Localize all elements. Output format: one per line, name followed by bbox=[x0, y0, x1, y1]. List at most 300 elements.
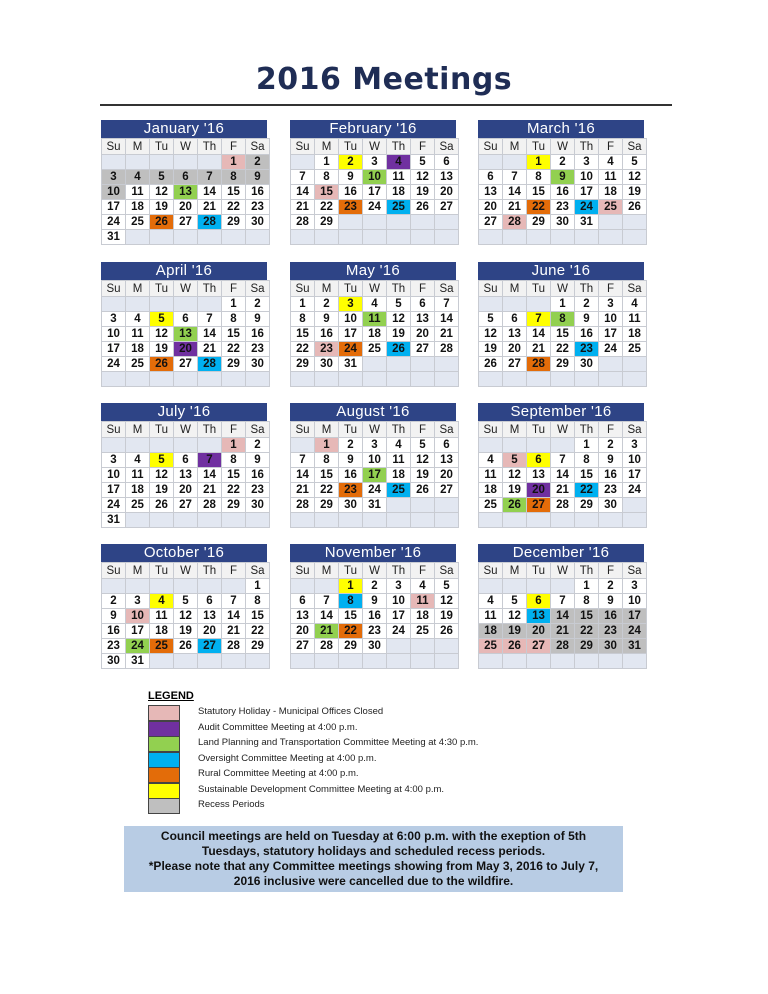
empty-cell bbox=[411, 215, 435, 230]
day-cell: 7 bbox=[435, 297, 459, 312]
day-cell: 18 bbox=[126, 200, 150, 215]
legend-item bbox=[148, 705, 384, 721]
empty-cell bbox=[363, 372, 387, 387]
day-cell: 2 bbox=[551, 155, 575, 170]
empty-cell bbox=[479, 297, 503, 312]
empty-cell bbox=[363, 513, 387, 528]
day-cell: 22 bbox=[339, 624, 363, 639]
legend-item bbox=[148, 798, 265, 814]
empty-cell bbox=[503, 654, 527, 669]
empty-cell bbox=[527, 579, 551, 594]
empty-cell bbox=[222, 513, 246, 528]
day-cell: 31 bbox=[339, 357, 363, 372]
weekday-label: Su bbox=[102, 281, 126, 297]
day-cell: 25 bbox=[479, 498, 503, 513]
empty-cell bbox=[102, 372, 126, 387]
day-cell: 22 bbox=[246, 624, 270, 639]
empty-cell bbox=[479, 513, 503, 528]
weekday-label: Sa bbox=[623, 139, 647, 155]
day-cell: 18 bbox=[599, 185, 623, 200]
day-cell: 9 bbox=[102, 609, 126, 624]
day-cell: 21 bbox=[527, 342, 551, 357]
empty-cell bbox=[198, 297, 222, 312]
empty-cell bbox=[363, 215, 387, 230]
day-cell: 19 bbox=[503, 483, 527, 498]
empty-cell bbox=[222, 654, 246, 669]
day-cell: 4 bbox=[479, 453, 503, 468]
day-cell: 18 bbox=[623, 327, 647, 342]
empty-cell bbox=[126, 297, 150, 312]
day-cell: 22 bbox=[222, 342, 246, 357]
empty-cell bbox=[222, 230, 246, 245]
legend-label: Recess Periods bbox=[198, 799, 265, 810]
day-cell: 2 bbox=[363, 579, 387, 594]
weekday-label: Su bbox=[291, 281, 315, 297]
empty-cell bbox=[291, 438, 315, 453]
empty-cell bbox=[503, 155, 527, 170]
empty-cell bbox=[150, 372, 174, 387]
day-cell: 19 bbox=[150, 483, 174, 498]
day-cell: 20 bbox=[479, 200, 503, 215]
month-header: March '16 bbox=[478, 120, 644, 138]
empty-cell bbox=[479, 372, 503, 387]
day-cell: 23 bbox=[246, 342, 270, 357]
day-cell: 30 bbox=[315, 357, 339, 372]
day-cell: 18 bbox=[126, 342, 150, 357]
day-cell: 1 bbox=[575, 438, 599, 453]
weekday-label: F bbox=[411, 563, 435, 579]
month-calendar bbox=[290, 262, 456, 387]
day-cell: 10 bbox=[387, 594, 411, 609]
day-cell: 7 bbox=[503, 170, 527, 185]
weekday-label: Su bbox=[479, 422, 503, 438]
empty-cell bbox=[479, 654, 503, 669]
weekday-label: M bbox=[503, 422, 527, 438]
day-cell: 28 bbox=[551, 639, 575, 654]
empty-cell bbox=[126, 372, 150, 387]
weekday-label: Sa bbox=[623, 563, 647, 579]
empty-cell bbox=[411, 357, 435, 372]
day-cell: 11 bbox=[126, 468, 150, 483]
day-cell: 29 bbox=[315, 498, 339, 513]
weekday-label: F bbox=[411, 281, 435, 297]
day-cell: 28 bbox=[291, 498, 315, 513]
day-cell: 10 bbox=[623, 453, 647, 468]
empty-cell bbox=[575, 513, 599, 528]
legend-swatch-icon bbox=[148, 705, 180, 721]
weekday-label: Sa bbox=[435, 563, 459, 579]
weekday-label: W bbox=[363, 139, 387, 155]
day-cell: 5 bbox=[503, 594, 527, 609]
month-calendar bbox=[478, 544, 644, 669]
empty-cell bbox=[551, 372, 575, 387]
weekday-label: F bbox=[222, 281, 246, 297]
day-cell: 23 bbox=[246, 200, 270, 215]
day-cell: 24 bbox=[599, 342, 623, 357]
month-header: January '16 bbox=[101, 120, 267, 138]
day-cell: 10 bbox=[363, 170, 387, 185]
empty-cell bbox=[291, 513, 315, 528]
weekday-label: Sa bbox=[435, 422, 459, 438]
day-cell: 17 bbox=[575, 185, 599, 200]
empty-cell bbox=[435, 639, 459, 654]
empty-cell bbox=[291, 155, 315, 170]
day-cell: 29 bbox=[315, 215, 339, 230]
day-cell: 29 bbox=[246, 639, 270, 654]
day-cell: 17 bbox=[363, 468, 387, 483]
day-cell: 4 bbox=[363, 297, 387, 312]
day-cell: 5 bbox=[411, 155, 435, 170]
empty-cell bbox=[174, 297, 198, 312]
day-cell: 26 bbox=[411, 200, 435, 215]
weekday-label: Th bbox=[575, 563, 599, 579]
weekday-label: M bbox=[503, 281, 527, 297]
weekday-label: W bbox=[363, 281, 387, 297]
weekday-label: W bbox=[551, 422, 575, 438]
day-cell: 30 bbox=[246, 498, 270, 513]
empty-cell bbox=[102, 438, 126, 453]
day-cell: 19 bbox=[411, 185, 435, 200]
month-header: December '16 bbox=[478, 544, 644, 562]
day-cell: 6 bbox=[435, 155, 459, 170]
day-cell: 2 bbox=[246, 297, 270, 312]
day-cell: 29 bbox=[575, 639, 599, 654]
empty-cell bbox=[150, 513, 174, 528]
empty-cell bbox=[102, 155, 126, 170]
day-cell: 29 bbox=[291, 357, 315, 372]
day-cell: 20 bbox=[174, 483, 198, 498]
month-calendar bbox=[101, 262, 267, 387]
empty-cell bbox=[222, 372, 246, 387]
legend-item bbox=[148, 752, 377, 768]
empty-cell bbox=[387, 654, 411, 669]
day-cell: 5 bbox=[150, 170, 174, 185]
day-cell: 27 bbox=[174, 357, 198, 372]
day-cell: 31 bbox=[575, 215, 599, 230]
empty-cell bbox=[150, 579, 174, 594]
day-cell: 17 bbox=[623, 468, 647, 483]
day-cell: 13 bbox=[174, 327, 198, 342]
day-cell: 20 bbox=[435, 185, 459, 200]
day-cell: 22 bbox=[315, 483, 339, 498]
day-cell: 11 bbox=[363, 312, 387, 327]
day-cell: 14 bbox=[503, 185, 527, 200]
empty-cell bbox=[126, 438, 150, 453]
empty-cell bbox=[527, 372, 551, 387]
empty-cell bbox=[623, 372, 647, 387]
weekday-label: W bbox=[551, 563, 575, 579]
day-cell: 5 bbox=[150, 453, 174, 468]
day-cell: 28 bbox=[315, 639, 339, 654]
day-cell: 11 bbox=[387, 453, 411, 468]
empty-cell bbox=[599, 513, 623, 528]
weekday-label: Th bbox=[198, 281, 222, 297]
day-cell: 2 bbox=[315, 297, 339, 312]
day-cell: 14 bbox=[315, 609, 339, 624]
day-cell: 14 bbox=[198, 185, 222, 200]
day-cell: 18 bbox=[126, 483, 150, 498]
empty-cell bbox=[198, 438, 222, 453]
day-cell: 2 bbox=[246, 438, 270, 453]
day-cell: 22 bbox=[222, 200, 246, 215]
day-cell: 12 bbox=[411, 453, 435, 468]
day-cell: 5 bbox=[623, 155, 647, 170]
day-cell: 16 bbox=[575, 327, 599, 342]
empty-cell bbox=[387, 372, 411, 387]
day-cell: 11 bbox=[387, 170, 411, 185]
day-cell: 4 bbox=[126, 170, 150, 185]
empty-cell bbox=[102, 579, 126, 594]
day-cell: 18 bbox=[363, 327, 387, 342]
month-calendar bbox=[101, 544, 267, 669]
day-cell: 28 bbox=[291, 215, 315, 230]
day-cell: 14 bbox=[291, 468, 315, 483]
day-cell: 23 bbox=[599, 624, 623, 639]
empty-cell bbox=[198, 155, 222, 170]
day-cell: 3 bbox=[363, 438, 387, 453]
day-cell: 8 bbox=[315, 453, 339, 468]
empty-cell bbox=[339, 215, 363, 230]
day-cell: 1 bbox=[222, 297, 246, 312]
day-cell: 10 bbox=[126, 609, 150, 624]
day-cell: 9 bbox=[246, 453, 270, 468]
empty-cell bbox=[575, 654, 599, 669]
empty-cell bbox=[315, 579, 339, 594]
weekday-label: Su bbox=[479, 139, 503, 155]
day-cell: 28 bbox=[527, 357, 551, 372]
empty-cell bbox=[150, 654, 174, 669]
day-cell: 6 bbox=[435, 438, 459, 453]
weekday-label: W bbox=[363, 422, 387, 438]
day-cell: 16 bbox=[363, 609, 387, 624]
day-cell: 24 bbox=[363, 200, 387, 215]
day-cell: 26 bbox=[387, 342, 411, 357]
weekday-label: Th bbox=[198, 139, 222, 155]
day-cell: 15 bbox=[551, 327, 575, 342]
empty-cell bbox=[198, 230, 222, 245]
day-cell: 18 bbox=[479, 483, 503, 498]
note-line: 2016 inclusive were cancelled due to the wildfire. bbox=[233, 874, 514, 888]
weekday-label: Su bbox=[291, 422, 315, 438]
empty-cell bbox=[150, 297, 174, 312]
empty-cell bbox=[198, 654, 222, 669]
day-cell: 5 bbox=[503, 453, 527, 468]
day-cell: 7 bbox=[198, 453, 222, 468]
empty-cell bbox=[527, 230, 551, 245]
empty-cell bbox=[623, 357, 647, 372]
weekday-label: F bbox=[599, 563, 623, 579]
legend-swatch-icon bbox=[148, 798, 180, 814]
day-cell: 4 bbox=[623, 297, 647, 312]
empty-cell bbox=[435, 498, 459, 513]
day-cell: 12 bbox=[503, 468, 527, 483]
day-cell: 9 bbox=[551, 170, 575, 185]
day-cell: 19 bbox=[387, 327, 411, 342]
weekday-label: Su bbox=[479, 281, 503, 297]
day-cell: 20 bbox=[527, 483, 551, 498]
empty-cell bbox=[411, 639, 435, 654]
day-cell: 3 bbox=[363, 155, 387, 170]
day-cell: 31 bbox=[126, 654, 150, 669]
day-cell: 11 bbox=[599, 170, 623, 185]
empty-cell bbox=[339, 372, 363, 387]
empty-cell bbox=[339, 654, 363, 669]
day-cell: 12 bbox=[150, 327, 174, 342]
day-cell: 16 bbox=[339, 468, 363, 483]
weekday-label: M bbox=[315, 563, 339, 579]
day-cell: 9 bbox=[599, 594, 623, 609]
day-cell: 6 bbox=[411, 297, 435, 312]
weekday-label: F bbox=[599, 281, 623, 297]
month-calendar bbox=[290, 544, 456, 669]
day-cell: 24 bbox=[126, 639, 150, 654]
day-cell: 20 bbox=[411, 327, 435, 342]
day-cell: 13 bbox=[435, 453, 459, 468]
day-cell: 10 bbox=[102, 185, 126, 200]
day-cell: 28 bbox=[222, 639, 246, 654]
weekday-label: Th bbox=[387, 422, 411, 438]
empty-cell bbox=[150, 155, 174, 170]
day-cell: 10 bbox=[599, 312, 623, 327]
day-cell: 22 bbox=[291, 342, 315, 357]
empty-cell bbox=[174, 579, 198, 594]
weekday-label: Tu bbox=[339, 563, 363, 579]
day-cell: 23 bbox=[363, 624, 387, 639]
day-cell: 5 bbox=[411, 438, 435, 453]
weekday-label: Su bbox=[102, 563, 126, 579]
day-cell: 21 bbox=[503, 200, 527, 215]
day-cell: 4 bbox=[387, 438, 411, 453]
day-cell: 20 bbox=[503, 342, 527, 357]
empty-cell bbox=[174, 372, 198, 387]
legend-label: Oversight Committee Meeting at 4:00 p.m. bbox=[198, 752, 377, 764]
day-cell: 26 bbox=[150, 357, 174, 372]
weekday-label: Tu bbox=[527, 422, 551, 438]
day-cell: 27 bbox=[527, 639, 551, 654]
empty-cell bbox=[527, 654, 551, 669]
day-cell: 27 bbox=[527, 498, 551, 513]
day-cell: 1 bbox=[222, 155, 246, 170]
day-cell: 18 bbox=[387, 185, 411, 200]
empty-cell bbox=[150, 230, 174, 245]
empty-cell bbox=[174, 155, 198, 170]
empty-cell bbox=[174, 513, 198, 528]
day-cell: 25 bbox=[387, 200, 411, 215]
empty-cell bbox=[623, 654, 647, 669]
day-cell: 28 bbox=[198, 498, 222, 513]
empty-cell bbox=[174, 438, 198, 453]
empty-cell bbox=[551, 579, 575, 594]
day-cell: 22 bbox=[551, 342, 575, 357]
day-cell: 5 bbox=[435, 579, 459, 594]
legend-label: Statutory Holiday - Municipal Offices Closed bbox=[198, 706, 384, 717]
weekday-label: W bbox=[174, 281, 198, 297]
day-cell: 10 bbox=[623, 594, 647, 609]
month-calendar bbox=[290, 120, 456, 245]
empty-cell bbox=[503, 438, 527, 453]
empty-cell bbox=[387, 639, 411, 654]
day-cell: 4 bbox=[126, 453, 150, 468]
empty-cell bbox=[411, 372, 435, 387]
empty-cell bbox=[599, 230, 623, 245]
weekday-label: Tu bbox=[527, 563, 551, 579]
legend-label: Sustainable Development Committee Meeting at 4:00 p.m. bbox=[198, 783, 445, 795]
empty-cell bbox=[246, 513, 270, 528]
empty-cell bbox=[623, 513, 647, 528]
day-cell: 9 bbox=[339, 170, 363, 185]
day-cell: 26 bbox=[411, 483, 435, 498]
day-cell: 31 bbox=[363, 498, 387, 513]
day-cell: 25 bbox=[150, 639, 174, 654]
day-cell: 11 bbox=[479, 609, 503, 624]
weekday-label: Sa bbox=[435, 139, 459, 155]
day-cell: 8 bbox=[575, 453, 599, 468]
legend-title: LEGEND bbox=[148, 690, 194, 702]
weekday-label: Tu bbox=[150, 281, 174, 297]
weekday-label: W bbox=[174, 563, 198, 579]
empty-cell bbox=[575, 230, 599, 245]
empty-cell bbox=[479, 438, 503, 453]
day-cell: 7 bbox=[551, 453, 575, 468]
day-cell: 16 bbox=[246, 468, 270, 483]
weekday-label: M bbox=[315, 281, 339, 297]
month-calendar bbox=[478, 262, 644, 387]
day-cell: 21 bbox=[222, 624, 246, 639]
day-cell: 18 bbox=[150, 624, 174, 639]
day-cell: 21 bbox=[198, 483, 222, 498]
day-cell: 25 bbox=[599, 200, 623, 215]
empty-cell bbox=[315, 230, 339, 245]
legend-swatch-icon bbox=[148, 783, 180, 799]
day-cell: 30 bbox=[339, 498, 363, 513]
day-cell: 15 bbox=[315, 185, 339, 200]
day-cell: 22 bbox=[222, 483, 246, 498]
day-cell: 29 bbox=[339, 639, 363, 654]
empty-cell bbox=[387, 498, 411, 513]
month-header: October '16 bbox=[101, 544, 267, 562]
month-header: June '16 bbox=[478, 262, 644, 280]
note-line: *Please note that any Committee meetings showing from May 3, 2016 to July 7, bbox=[148, 859, 599, 873]
month-header: November '16 bbox=[290, 544, 456, 562]
weekday-label: F bbox=[411, 422, 435, 438]
day-cell: 20 bbox=[198, 624, 222, 639]
day-cell: 13 bbox=[174, 468, 198, 483]
day-cell: 3 bbox=[623, 438, 647, 453]
weekday-label: Th bbox=[575, 281, 599, 297]
legend-label: Rural Committee Meeting at 4:00 p.m. bbox=[198, 768, 359, 779]
empty-cell bbox=[575, 372, 599, 387]
day-cell: 4 bbox=[126, 312, 150, 327]
weekday-label: M bbox=[503, 563, 527, 579]
day-cell: 12 bbox=[479, 327, 503, 342]
day-cell: 23 bbox=[551, 200, 575, 215]
day-cell: 22 bbox=[527, 200, 551, 215]
day-cell: 30 bbox=[599, 498, 623, 513]
day-cell: 23 bbox=[575, 342, 599, 357]
day-cell: 17 bbox=[387, 609, 411, 624]
weekday-label: Sa bbox=[623, 281, 647, 297]
day-cell: 27 bbox=[411, 342, 435, 357]
day-cell: 26 bbox=[150, 498, 174, 513]
day-cell: 15 bbox=[291, 327, 315, 342]
empty-cell bbox=[246, 372, 270, 387]
day-cell: 30 bbox=[102, 654, 126, 669]
empty-cell bbox=[599, 215, 623, 230]
empty-cell bbox=[126, 230, 150, 245]
day-cell: 27 bbox=[479, 215, 503, 230]
day-cell: 12 bbox=[623, 170, 647, 185]
day-cell: 8 bbox=[527, 170, 551, 185]
